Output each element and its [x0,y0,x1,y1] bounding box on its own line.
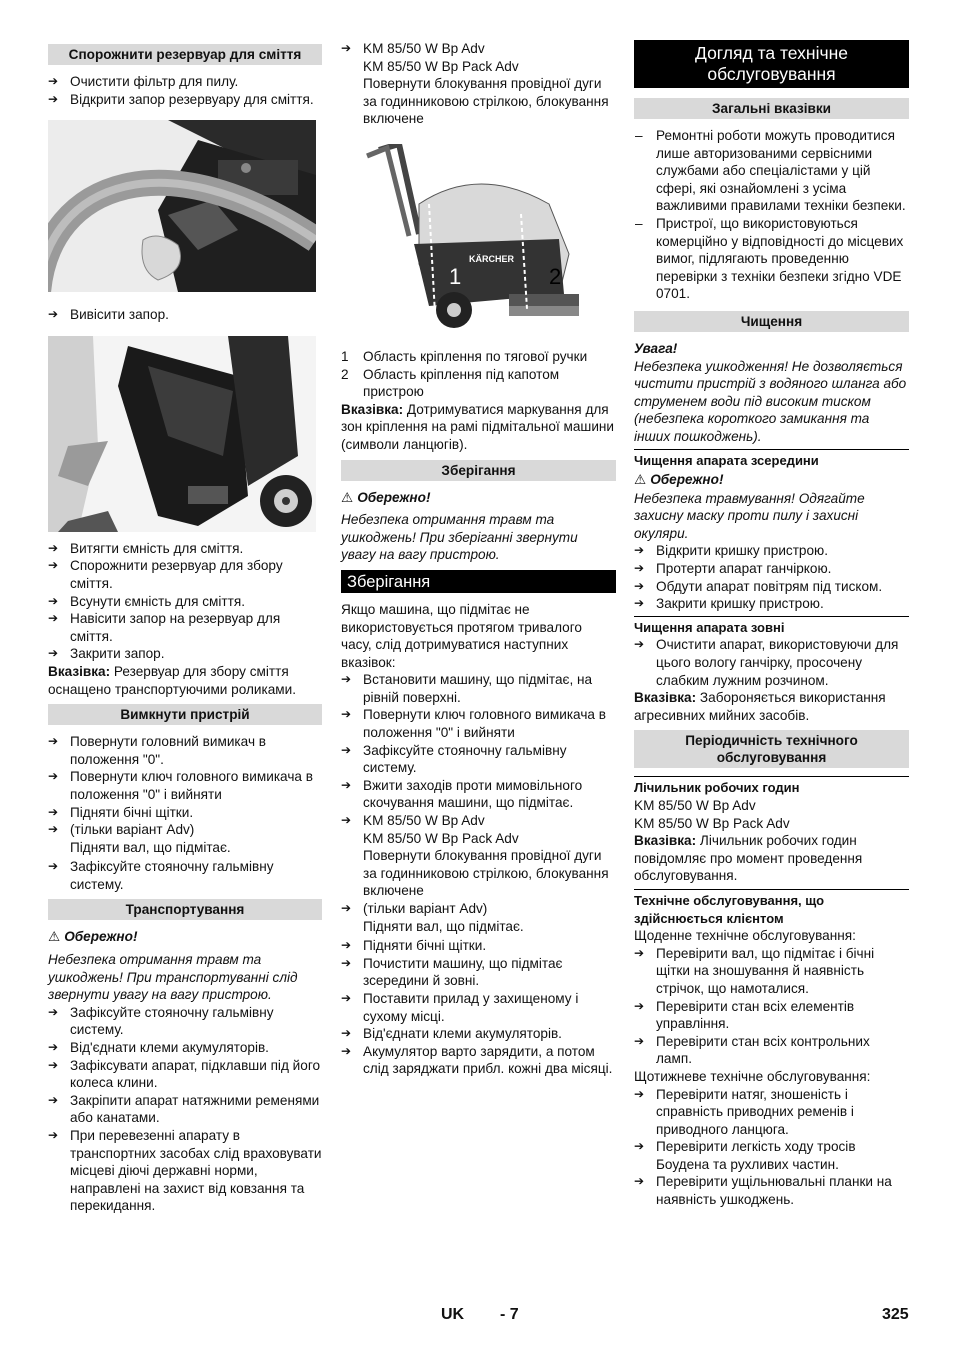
attention-text: Небезпека ушкодження! Не дозволяється чистити пристрій з водяного шланга або струменем води під високим тиском (небезпека короткого замикання та інших пошкоджень). [634,358,907,444]
model-name: KM 85/50 W Bp Pack Adv [363,58,519,74]
note-label: Вказівка: [634,833,697,849]
note-text: Лічильник робочих годин повідомляє про момент проведення обслуговування. [634,833,863,884]
list-item: ➔ Зафіксуйте стояночну гальмівну систему. [48,1004,322,1039]
list-item: ➔ Від'єднати клеми акумуляторів. [48,1039,322,1057]
heading-clean-inside: Чищення апарата зсередини [634,449,909,470]
heading-maintenance-intervals: Періодичність технічного обслуговування [634,730,909,768]
warning-icon: ⚠ [341,489,354,506]
list-item: ➔ (тільки варіант Adv) [341,900,616,918]
page-number-local: - 7 [500,1306,519,1323]
list-item: ➔ Повернути ключ головного вимикача в положення "0" і вийняти [341,706,616,741]
warning-heading [634,471,909,490]
attention-heading: Увага! [634,340,678,356]
list-item: ➔ Зафіксуйте стояночну гальмівну систему. [341,742,616,777]
heading-care-maintenance: Догляд та технічне обслуговування [634,40,909,88]
note-rollers [48,663,322,698]
note-detergents [634,689,909,724]
list-item: ➔ Поставити прилад у захищеному і сухому місці. [341,990,616,1025]
warning-heading [341,489,616,508]
list-item: ➔ Встановити машину, що підмітає, на рівній поверхні. [341,671,616,706]
note-text: Резервуар для збору сміття оснащено транспортуючими роликами. [48,663,297,697]
heading-storage: Зберігання [341,570,616,593]
list-item: ➔ Повернути ключ головного вимикача в положення "0" і вийняти [48,768,322,803]
list-item: ➔ Закрити кришку пристрою. [634,595,909,613]
heading-hour-meter: Лічильник робочих годин [634,776,909,797]
heading-switch-off: Вимкнути пристрій [48,704,322,725]
list-item: ➔ Всунути ємність для сміття. [48,593,322,611]
heading-customer-maintenance: Технічне обслуговування, що здійснюється клієнтом [634,889,909,927]
list-item: ➔ Перевірити натяг, зношеність і справність приводних ременів і приводного ланцюга. [634,1086,909,1139]
model-name: KM 85/50 W Bp Pack Adv [363,830,519,846]
list-item: ➔ Перевірити ущільнювальні планки на наявність ушкоджень. [634,1173,909,1208]
legend-item [341,366,616,401]
note-label: Вказівка: [48,663,111,679]
list-item: ➔ Відкрити кришку пристрою. [634,542,909,560]
heading-transport: Транспортування [48,899,322,920]
list-item: ➔ Протерти апарат ганчіркою. [634,560,909,578]
legend-item [341,348,616,366]
warning-text: Небезпека отримання травм та ушкоджень! При зберіганні звернути увагу на вагу пристрою. [341,512,578,563]
bin-removal-illustration [48,336,316,532]
legend-text: Область кріплення під капотом пристрою [363,366,560,400]
legend-number: 1 [341,348,349,364]
page-number: 325 [882,1306,909,1323]
callout-1: 1 [449,263,462,289]
list-item: ➔ Відкрити запор резервуару для сміття. [48,91,322,109]
list-item: – Ремонтні роботи можуть проводитися лише авторизованими сервісними службами або спеціалістами у цій сфері, які ознайомлені з усіма важливими правилами техніки безпеки. [634,127,909,215]
figure-sweeper-fixing-points [359,144,579,332]
figure-bin-latch [48,120,316,292]
list-item: ➔ KM 85/50 W Bp Adv [341,40,616,58]
note-label: Вказівка: [341,401,404,417]
list-item: ➔ Вжити заходів проти мимовільного скочування машини, що підмітає. [341,777,616,812]
list-item: ➔ Акумулятор варто зарядити, а потом слід заряджати прибл. кожні два місяці. [341,1043,616,1078]
note-markings [341,401,616,454]
list-item: ➔ Спорожнити резервуар для збору сміття. [48,557,322,592]
warning-text: Небезпека травмування! Одягайте захисну маску проти пилу і захисні окуляри. [634,490,865,541]
list-item: ➔ Закрити запор. [48,645,322,663]
model-name: KM 85/50 W Bp Adv [634,798,756,813]
column-2 [341,40,616,1078]
list-item: ➔ Закріпити апарат натяжними ременями або канатами. [48,1092,322,1127]
language-code: UK [441,1306,465,1323]
heading-empty-bin: Спорожнити резервуар для сміття [48,44,322,65]
list-item: ➔ Від'єднати клеми акумуляторів. [341,1025,616,1043]
column-3 [634,40,909,1209]
list-item: – Пристрої, що використовуються комерційно у відповідності до місцевих вимог, підлягають проведенню перевірки з техніки безпеки згідно VDE 0701. [634,215,909,303]
list-item: ➔ Вивісити запор. [48,306,322,324]
bin-latch-illustration [48,120,316,292]
list-item: ➔ Повернути головний вимикач в положення "0". [48,733,322,768]
list-item: ➔ Обдути апарат повітрям під тиском. [634,578,909,596]
sweeper-illustration [359,144,579,332]
note-text: Забороняється використання агресивних мийних засобів. [634,690,886,723]
warning-text: Небезпека отримання травм та ушкоджень! При транспортуванні слід звернути увагу на вагу пристрою. [48,952,298,1003]
heading-clean-outside: Чищення апарата зовні [634,616,909,637]
brand-logo: KÄRCHER [469,253,514,264]
note-text: Дотримуватися маркування для зон кріплення на рамі підмітальної машини (символи ланцюгів). [341,401,615,452]
note-label: Вказівка: [634,690,697,706]
column-1 [48,40,322,1215]
list-item: ➔ Почистити машину, що підмітає зсередини й зовні. [341,955,616,990]
list-item: ➔ Перевірити вал, що підмітає і бічні щітки на зношування й наявність стрічок, що намоталися. [634,945,909,998]
model-name: KM 85/50 W Bp Pack Adv [634,815,790,831]
warning-icon: ⚠ [634,472,647,489]
legend-number: 2 [341,366,349,382]
callout-2: 2 [549,263,562,289]
instruction-text: Повернути блокування провідної дуги за годинниковою стрілкою, блокування включене [363,76,609,127]
warning-icon: ⚠ [48,929,61,946]
weekly-label: Щотижневе технічне обслуговування: [634,1068,871,1084]
list-item: ➔ Очистити фільтр для пилу. [48,73,322,91]
storage-intro: Якщо машина, що підмітає не використовується протягом тривалого часу, слід дотримуватися наступних вказівок: [341,601,582,670]
heading-cleaning: Чищення [634,311,909,332]
figure-bin-removal [48,336,316,532]
list-item: ➔ Очистити апарат, використовуючи для цього вологу ганчірку, просочену слабким лужним розчином. [634,636,909,689]
list-item: ➔ KM 85/50 W Bp Adv [341,812,616,830]
heading-general: Загальні вказівки [634,98,909,119]
warning-heading [48,928,322,947]
list-item: ➔ Зафіксуйте стояночну гальмівну систему. [48,858,322,893]
list-item: ➔ (тільки варіант Adv) [48,821,322,839]
note-hour-meter [634,832,909,885]
list-item: ➔ Навісити запор на резервуар для сміття. [48,610,322,645]
warning-label: Обережно! [357,489,431,505]
legend-text: Область кріплення по тягової ручки [363,348,588,364]
list-item-continuation: Підняти вал, що підмітає. [70,839,231,855]
list-item-continuation: Підняти вал, що підмітає. [363,918,524,934]
list-item: ➔ Перевірити легкість ходу тросів Боудена та рухливих частин. [634,1138,909,1173]
warning-label: Обережно! [64,929,138,945]
list-item: ➔ Зафіксувати апарат, підклавши під його колеса клини. [48,1057,322,1092]
list-item: ➔ При перевезенні апарату в транспортних засобах слід враховувати місцеві діючі державні норми, направлені на захист від ковзання та перекидання. [48,1127,322,1215]
daily-label: Щоденне технічне обслуговування: [634,928,856,944]
list-item: ➔ Перевірити стан всіх елементів управління. [634,998,909,1033]
list-item: ➔ Перевірити стан всіх контрольних ламп. [634,1033,909,1068]
heading-storage-sub: Зберігання [341,460,616,481]
warning-label: Обережно! [650,472,724,488]
list-item: ➔ Підняти бічні щітки. [341,937,616,955]
list-item: ➔ Витягти ємність для сміття. [48,540,322,558]
instruction-text: Повернути блокування провідної дуги за годинниковою стрілкою, блокування включене [363,848,609,899]
list-item: ➔ Підняти бічні щітки. [48,804,322,822]
